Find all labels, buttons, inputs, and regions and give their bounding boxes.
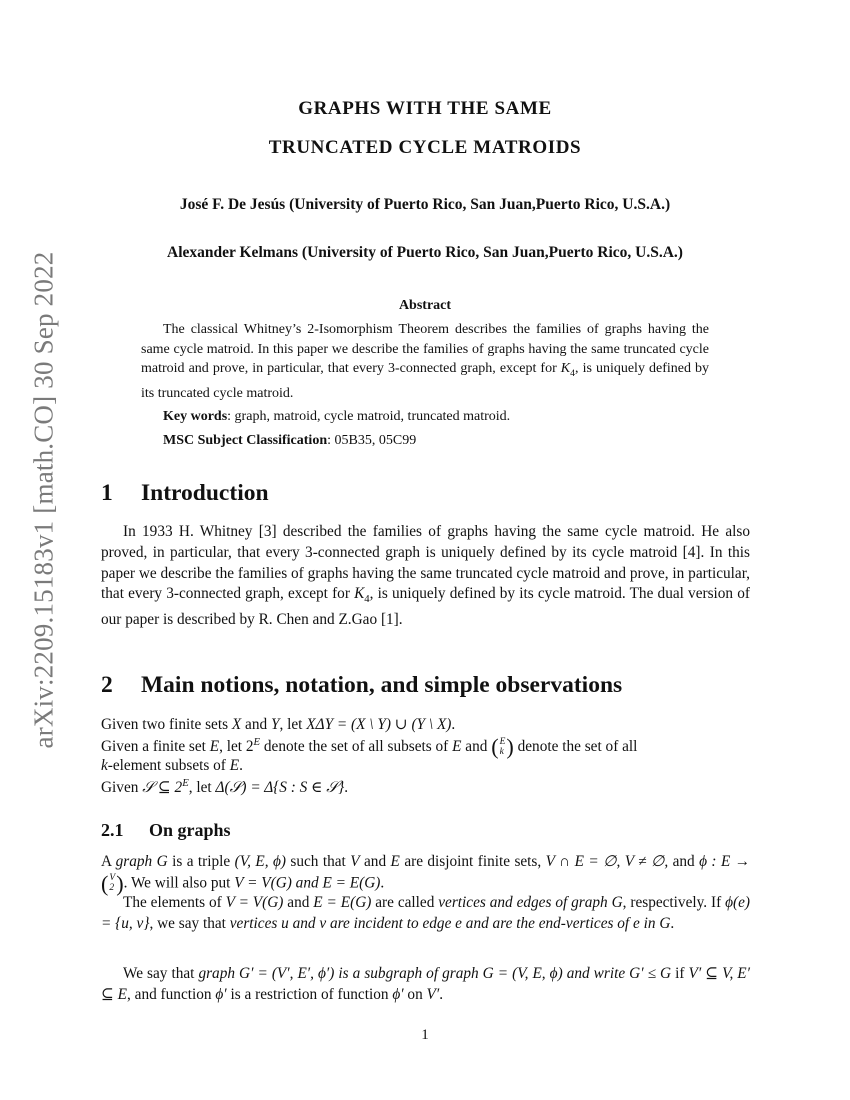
abstract-text xyxy=(141,320,709,403)
math-var: E xyxy=(390,853,400,870)
binom-top: V xyxy=(109,873,116,884)
subsection-title: On graphs xyxy=(149,820,231,840)
text: if xyxy=(671,965,689,982)
text: , we say that xyxy=(149,914,230,932)
binomial-coefficient: ( V 2 ) xyxy=(101,870,124,896)
keywords-label: Key words xyxy=(163,409,228,424)
section-title: Main notions, notation, and simple observations xyxy=(141,672,623,698)
math-formula: V ∩ E = ∅, V ≠ ∅, xyxy=(545,853,669,870)
text: such that xyxy=(285,853,351,870)
binom-bottom: 2 xyxy=(109,882,115,893)
text: Given two finite sets xyxy=(101,716,232,733)
text: . xyxy=(670,914,675,932)
introduction-paragraph xyxy=(101,522,750,631)
paragraph-text: In 1933 H. Whitney [3] described the families of graphs having the same cycle matroid. He also proved, in particular, that every 3-connected graph is uniquely defined by its cycle matroid [4]. In this paper we describe the families of graphs having the same truncated cycle matroid and prove, in particular, that every 3-connected graph, except for xyxy=(101,523,750,603)
math-formula: ϕ : E → xyxy=(699,853,751,870)
keywords-text: : graph, matroid, cycle matroid, truncated matroid. xyxy=(227,409,511,424)
emphasis: graph G′ = (V′, E′, ϕ′) is a subgraph of graph G = (V, E, ϕ) and write G′ ≤ G xyxy=(198,965,672,982)
math-formula: XΔY = (X \ Y) ∪ (Y \ X) xyxy=(306,716,452,733)
text: denote the set of all xyxy=(513,738,638,756)
text: . xyxy=(451,716,456,733)
text: . xyxy=(344,779,349,797)
math-formula: Δ(𝒮) = Δ{S : S ∈ 𝒮} xyxy=(215,779,345,797)
text: The elements of xyxy=(123,894,226,911)
notation-line-4 xyxy=(101,777,750,797)
page-number: 1 xyxy=(421,1027,429,1043)
notation-line-3 xyxy=(101,757,750,775)
section-title: Introduction xyxy=(141,480,269,506)
section-number: 2 xyxy=(101,672,113,698)
text: on xyxy=(403,985,427,1003)
abstract-heading: Abstract xyxy=(398,298,452,313)
text: We say that xyxy=(123,965,199,982)
text: . We will also put xyxy=(123,874,235,892)
section-heading-main-notions xyxy=(101,672,622,699)
text: . xyxy=(439,985,444,1003)
subsection-heading-on-graphs xyxy=(101,820,231,841)
author-2: Alexander Kelmans (University of Puerto Rico, San Juan,Puerto Rico, U.S.A.) xyxy=(167,244,683,261)
math-formula: V = V(G) and E = E(G) xyxy=(234,874,381,892)
text: , let xyxy=(188,779,216,797)
math-k: K xyxy=(354,585,365,603)
text: Given a finite set xyxy=(101,738,210,756)
math-var: Y xyxy=(270,716,280,733)
math-var: E xyxy=(229,757,240,774)
section-heading-introduction xyxy=(101,480,269,507)
msc-label: MSC Subject Classification xyxy=(163,433,328,448)
math-var: V′ xyxy=(426,985,440,1003)
vertices-edges-paragraph xyxy=(101,893,750,935)
notation-line-1 xyxy=(101,715,750,734)
subgraph-paragraph xyxy=(101,964,750,1006)
math-formula: 𝒮 ⊆ 2 xyxy=(142,779,183,797)
math-subscript: 4 xyxy=(364,593,370,606)
paper-title-line-2: TRUNCATED CYCLE MATROIDS xyxy=(268,137,582,158)
math-var: X xyxy=(231,716,242,733)
math-var: ϕ′ xyxy=(215,985,227,1003)
emphasis: vertices and edges of graph G xyxy=(438,894,623,911)
emphasis: vertices u and v are incident to edge e and are the end-vertices of e in G xyxy=(229,914,671,932)
text: , let 2 xyxy=(219,738,254,756)
math-var: k xyxy=(101,757,108,774)
text: are called xyxy=(371,894,439,911)
math-formula: (V, E, ϕ) xyxy=(234,853,286,870)
text: A xyxy=(101,853,116,870)
math-var: E xyxy=(209,738,220,756)
paper-title-line-1: GRAPHS WITH THE SAME xyxy=(298,98,552,119)
binom-top: E xyxy=(499,737,506,748)
text: and xyxy=(461,738,492,756)
msc-classification xyxy=(163,433,723,449)
binom-bottom: k xyxy=(499,746,504,757)
math-var: ϕ′ xyxy=(392,985,404,1003)
text: and xyxy=(241,716,271,733)
binomial-coefficient: ( E k ) xyxy=(491,734,514,760)
math-subscript: 4 xyxy=(570,367,576,379)
paragraph-text: , is uniquely defined by its cycle matroid. The dual version of our paper is described by R. Chen and Z.Gao [1]. xyxy=(101,585,750,629)
keywords xyxy=(163,409,723,425)
text: is a restriction of function xyxy=(226,985,393,1003)
math-formula: ϕ(e) = {u, v} xyxy=(101,894,750,932)
arxiv-stamp-text: arXiv:2209.15183v1 [math.CO] 30 Sep 2022 xyxy=(28,251,59,749)
text: -element subsets of xyxy=(107,757,230,774)
math-formula: V = V(G) xyxy=(225,894,284,911)
text: . xyxy=(380,874,385,892)
text: , and function xyxy=(127,985,216,1003)
text: and xyxy=(283,894,314,911)
math-superscript: E xyxy=(253,736,261,748)
math-var: V xyxy=(350,853,360,870)
text: denote the set of all subsets of xyxy=(260,738,453,756)
text: Given xyxy=(101,779,143,797)
text: and xyxy=(359,853,391,870)
math-formula: V′ ⊆ V, E′ ⊆ E xyxy=(101,965,751,1003)
graph-definition-paragraph xyxy=(101,852,750,895)
math-k: K xyxy=(560,361,571,377)
text: , let xyxy=(279,716,307,733)
emphasis: graph G xyxy=(115,853,168,870)
subsection-number: 2.1 xyxy=(101,820,124,840)
math-superscript: E xyxy=(182,777,189,789)
text: are disjoint finite sets, xyxy=(399,853,546,870)
author-1: José F. De Jesús (University of Puerto Rico, San Juan,Puerto Rico, U.S.A.) xyxy=(179,196,671,213)
abstract-text-part: , is uniquely defined by its truncated cycle matroid. xyxy=(141,361,710,401)
text: . xyxy=(239,757,243,774)
math-formula: E = E(G) xyxy=(313,894,372,911)
notation-line-2 xyxy=(101,736,750,759)
text: , respectively. If xyxy=(622,894,726,911)
math-var: E xyxy=(452,738,462,756)
text: is a triple xyxy=(167,853,235,870)
abstract-text-part: The classical Whitney’s 2-Isomorphism Theorem describes the families of graphs having the same cycle matroid. In this paper we describe the families of graphs having the same truncated cycle matroid and prove, in particular, that every 3-connected graph, except for xyxy=(141,322,709,377)
text: and xyxy=(668,853,700,870)
msc-text: : 05B35, 05C99 xyxy=(327,433,417,448)
section-number: 1 xyxy=(101,480,113,506)
